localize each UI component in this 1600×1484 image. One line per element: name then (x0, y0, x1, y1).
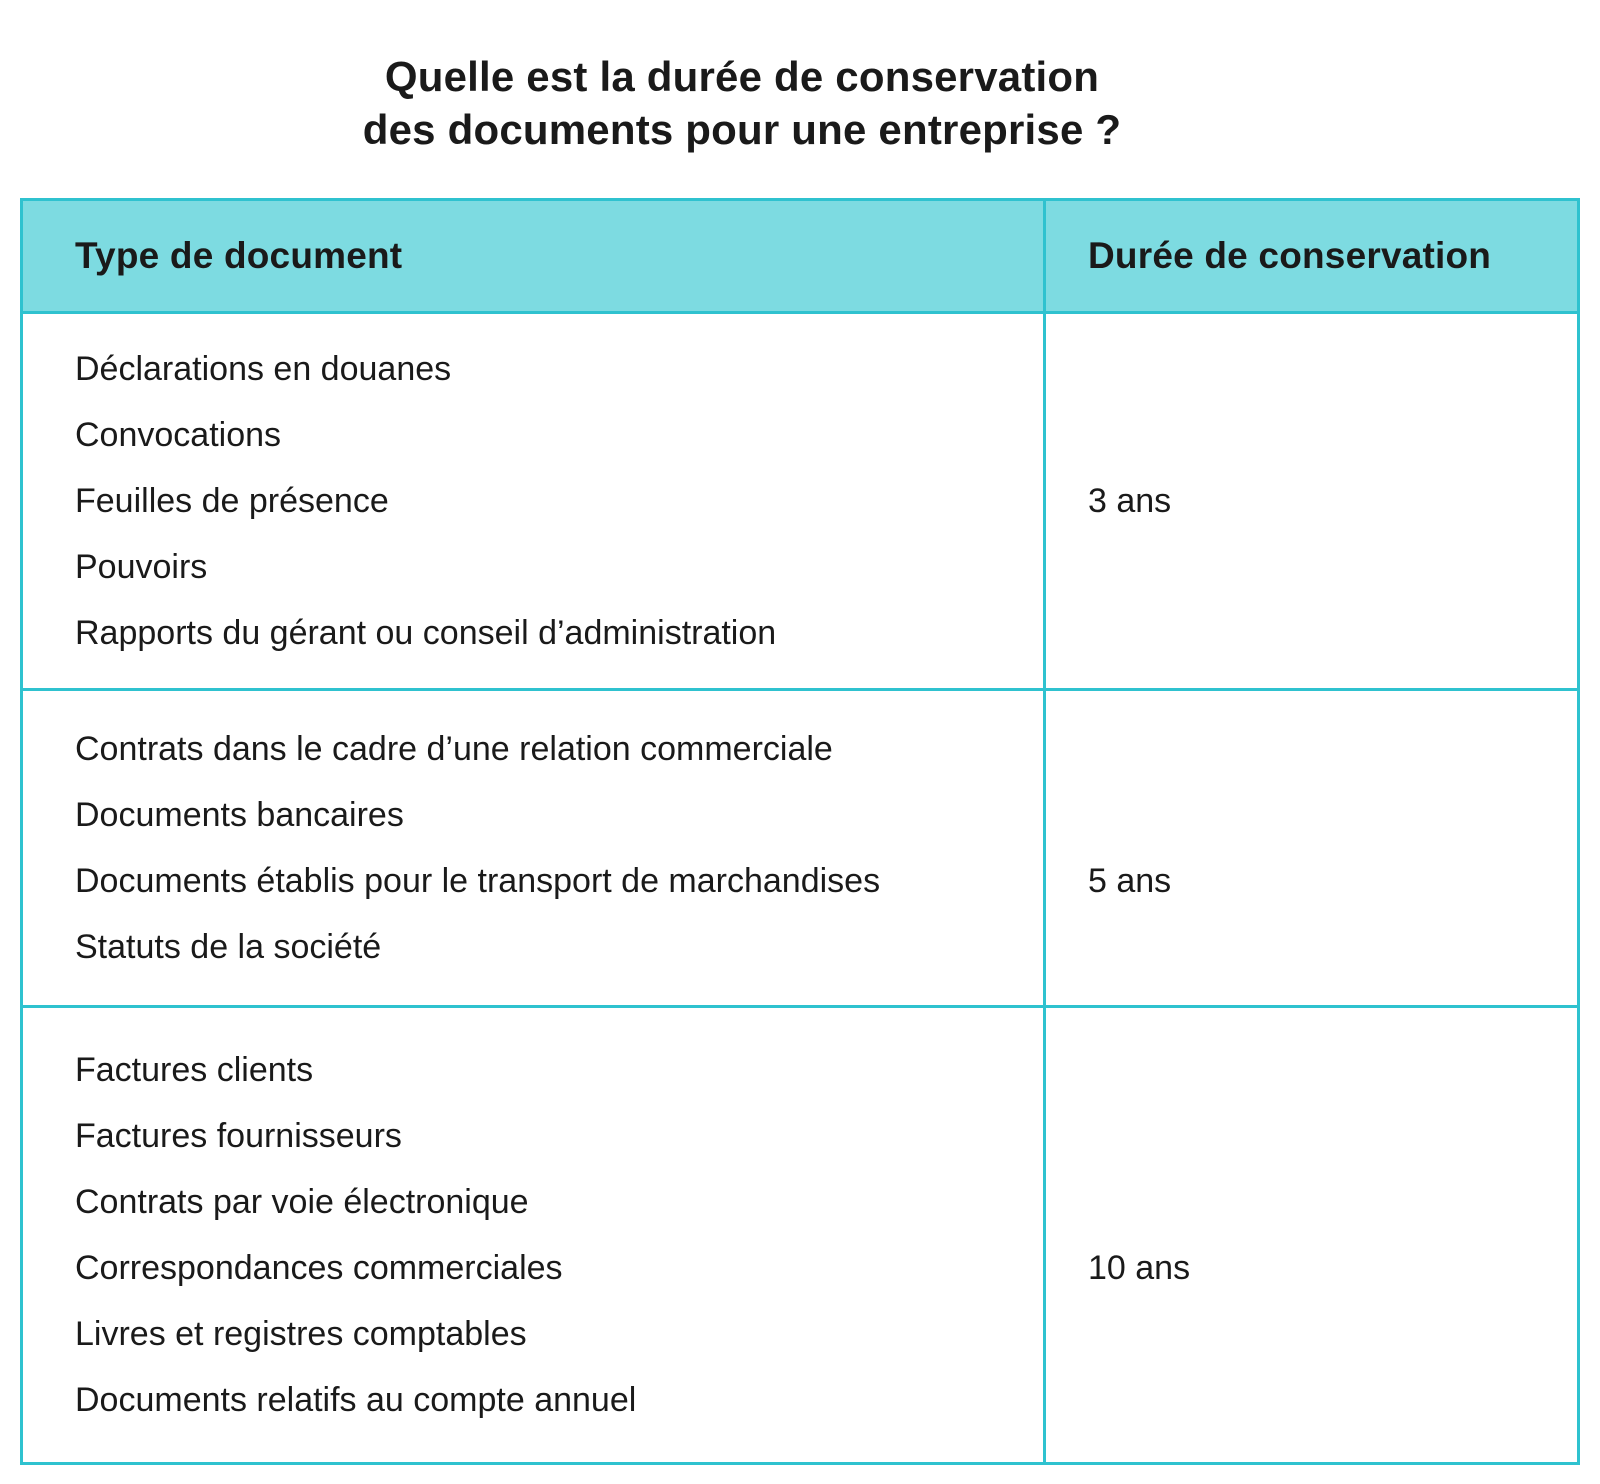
document-item: Factures fournisseurs (75, 1117, 402, 1155)
table-header-row (23, 201, 1577, 311)
table-row-10-ans (23, 1005, 1577, 1462)
document-item: Déclarations en douanes (75, 350, 452, 388)
header-cell-document-type (23, 201, 1046, 311)
document-item: Pouvoirs (75, 548, 208, 586)
document-list-cell (23, 1008, 1046, 1462)
table-row-5-ans (23, 688, 1577, 1005)
document-list (75, 336, 1013, 666)
document-type-header-label: Type de document (75, 235, 403, 276)
duration-cell (1046, 314, 1577, 688)
document-list-cell (23, 314, 1046, 688)
duration-header-label: Durée de conservation (1088, 235, 1492, 276)
document-item: Factures clients (75, 1051, 314, 1089)
duration-value: 3 ans (1088, 482, 1172, 520)
duration-value: 5 ans (1088, 862, 1172, 900)
table-row-3-ans (23, 311, 1577, 688)
document-item: Documents établis pour le transport de marchandises (75, 862, 881, 900)
document-item: Documents relatifs au compte annuel (75, 1381, 637, 1419)
duration-cell (1046, 691, 1577, 1005)
document-list-cell (23, 691, 1046, 1005)
document-item: Contrats par voie électronique (75, 1183, 529, 1221)
document-item: Feuilles de présence (75, 482, 389, 520)
document-item: Contrats dans le cadre d’une relation commerciale (75, 730, 833, 768)
document-item: Convocations (75, 416, 282, 454)
header-cell-duration (1046, 201, 1577, 311)
document-item: Correspondances commerciales (75, 1249, 563, 1287)
page-title-line-1: Quelle est la durée de conservation (384, 53, 1100, 100)
retention-table (20, 198, 1580, 1465)
page-title (0, 50, 1484, 156)
document-list (75, 1037, 1013, 1433)
duration-value: 10 ans (1088, 1249, 1191, 1287)
document-item: Statuts de la société (75, 928, 382, 966)
document-item: Livres et registres comptables (75, 1315, 527, 1353)
document-item: Documents bancaires (75, 796, 404, 834)
duration-cell (1046, 1008, 1577, 1462)
document-item: Rapports du gérant ou conseil d’administration (75, 614, 777, 652)
document-list (75, 716, 1013, 980)
page-title-line-2: des documents pour une entreprise ? (362, 106, 1122, 153)
